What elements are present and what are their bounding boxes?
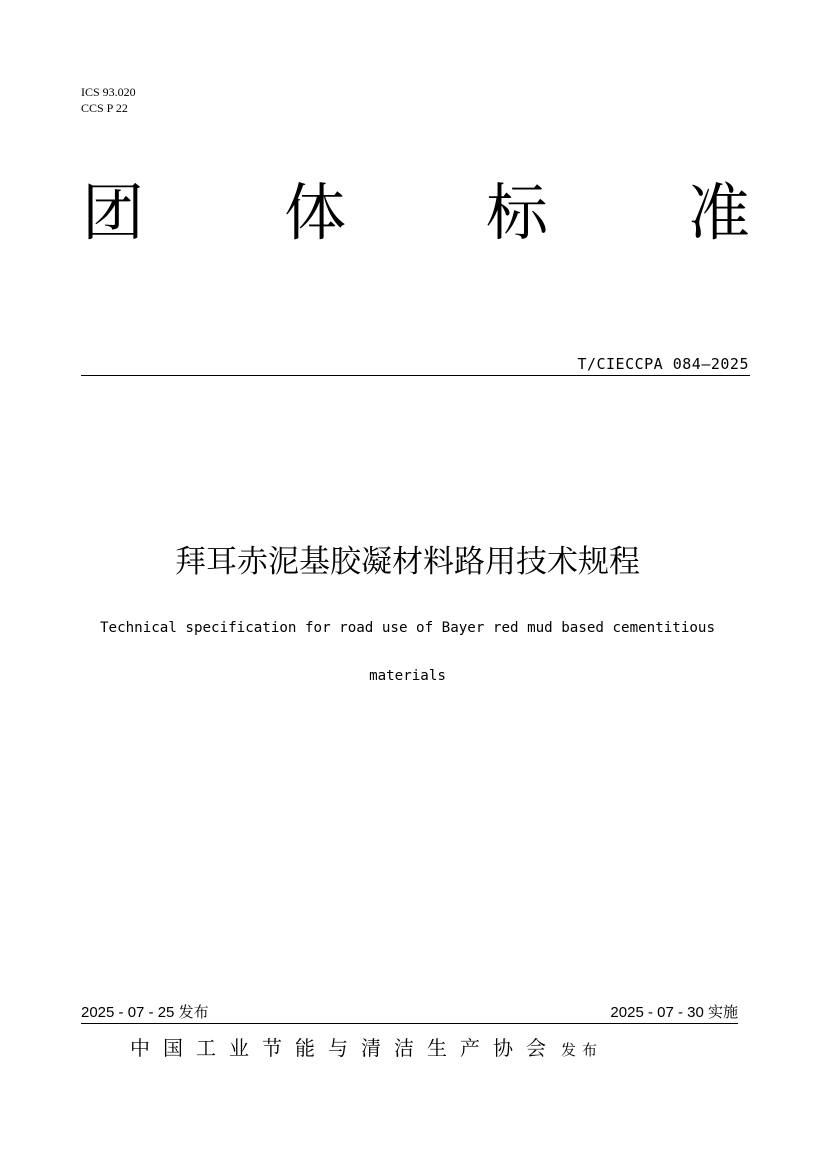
header-divider	[81, 375, 750, 376]
publisher-name: 中国工业节能与清洁生产协会	[130, 1036, 559, 1060]
publisher-suffix: 发布	[561, 1041, 604, 1059]
doc-type-char: 准	[687, 176, 750, 249]
implementation-date: 2025 - 07 - 30 实施	[610, 1004, 738, 1021]
doc-type-char: 体	[283, 176, 346, 249]
publisher	[130, 1032, 603, 1061]
ccs-code: CCS P 22	[81, 101, 128, 115]
document-type-heading	[82, 178, 750, 248]
issue-date: 2025 - 07 - 25 发布	[81, 1004, 209, 1021]
ics-code: ICS 93.020	[81, 85, 136, 99]
standard-number: T/CIECCPA 084—2025	[577, 355, 749, 373]
doc-type-char: 标	[485, 176, 548, 249]
classification-codes	[81, 84, 136, 116]
english-title: Technical specification for road use of Bayer red mud based cementitious materials	[100, 620, 715, 684]
doc-type-char: 团	[82, 176, 145, 249]
chinese-title: 拜耳赤泥基胶凝材料路用技术规程	[175, 544, 640, 580]
footer-divider	[81, 1023, 738, 1024]
